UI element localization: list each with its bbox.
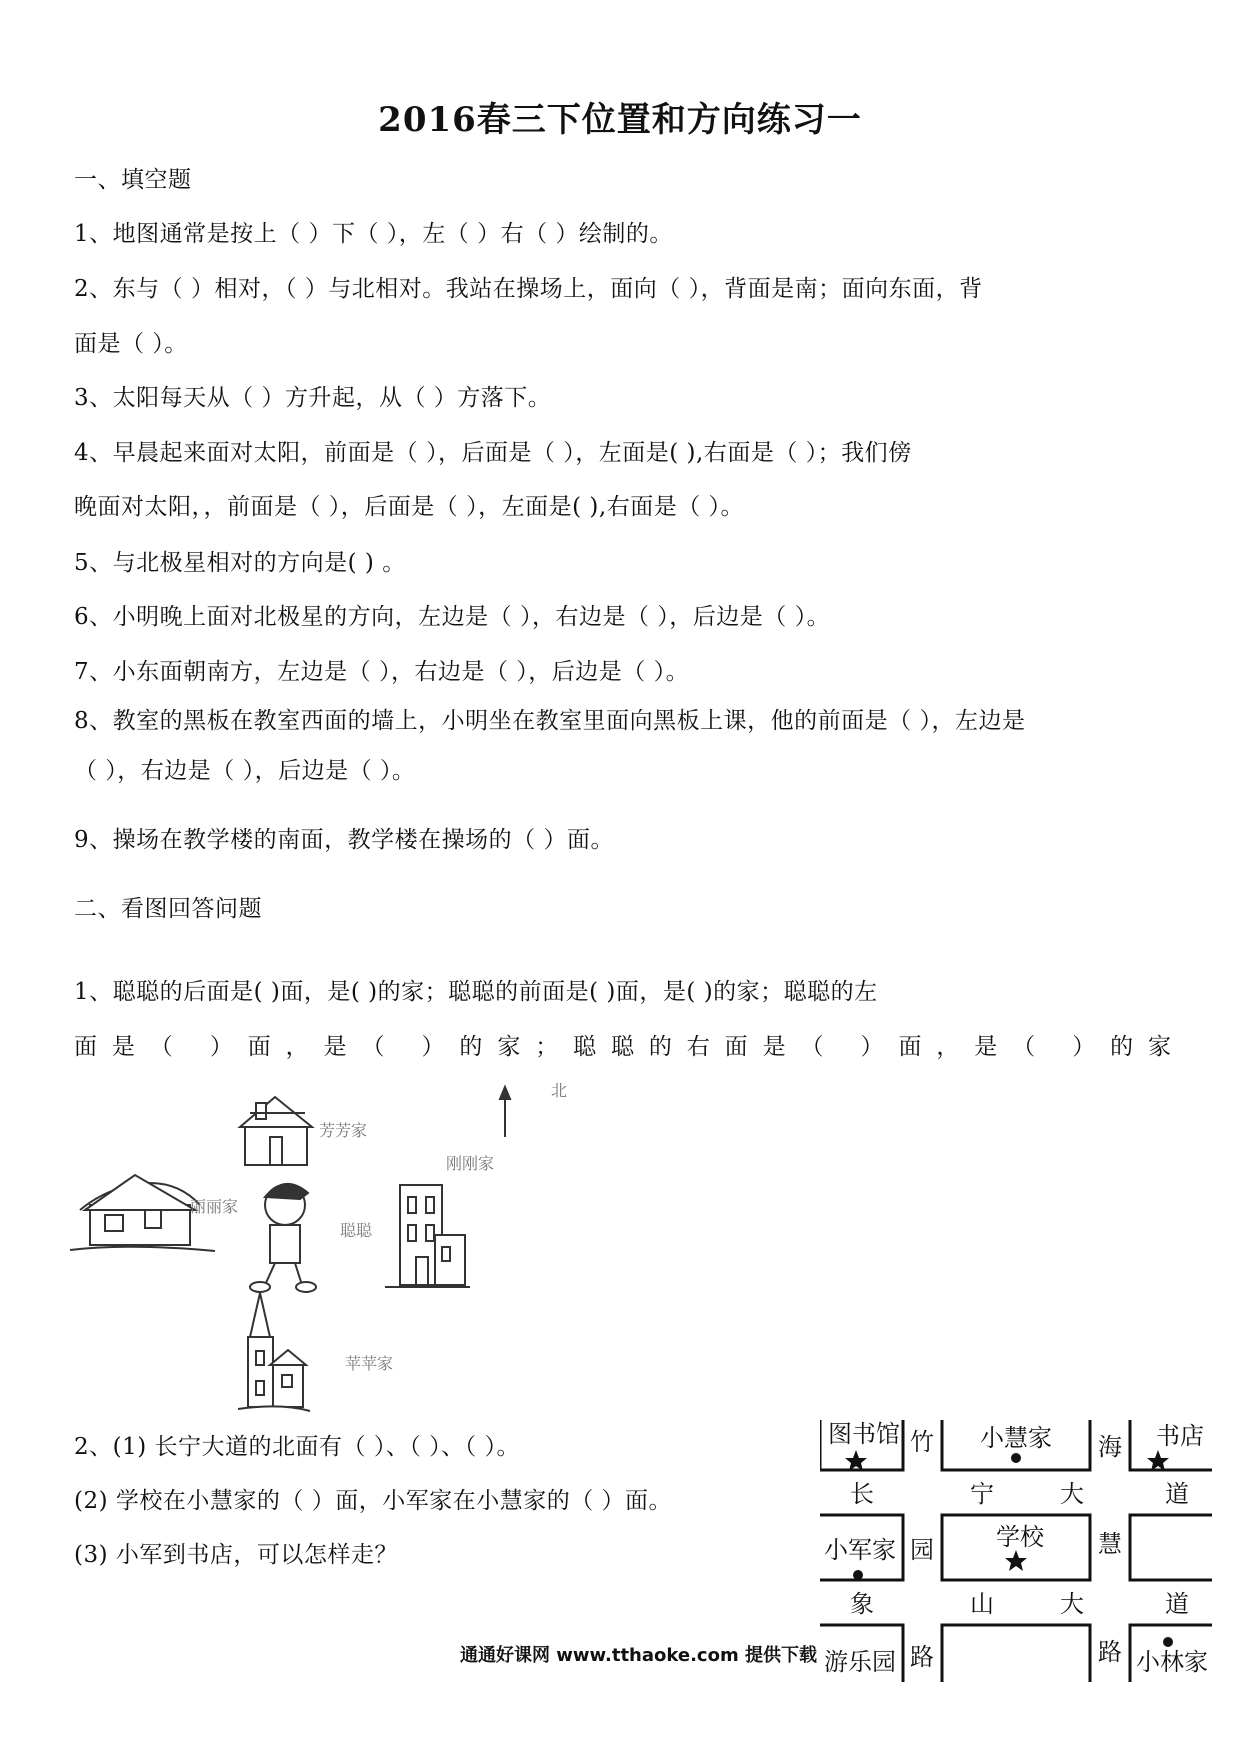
map-school-label: 学校 bbox=[996, 1523, 1044, 1551]
congcong-label: 聪聪 bbox=[340, 1221, 373, 1240]
question-line: 7、小东面朝南方，左边是（ ），右边是（ ），后边是（ ）。 bbox=[74, 659, 690, 685]
question-line: (3) 小军到书店，可以怎样走？ bbox=[74, 1542, 398, 1568]
question-line: 4、早晨起来面对太阳，前面是（ ），后面是（ ），左面是( ),右面是（ ）；我们傍 bbox=[74, 440, 912, 466]
question-line: 1、地图通常是按上（ ）下（ ），左（ ）右（ ）绘制的。 bbox=[74, 221, 673, 247]
map-bookstore-label: 书店 bbox=[1156, 1422, 1204, 1450]
map-road-label: 道 bbox=[1165, 1480, 1189, 1508]
north-arrow-icon bbox=[500, 1087, 510, 1137]
question-line: 1、聪聪的后面是( )面，是( )的家；聪聪的前面是( )面，是( )的家；聪聪的左 bbox=[74, 979, 878, 1005]
question-line: 面是（ ）面，是（ ）的家；聪聪的右面是（ ）面，是（ ）的家 bbox=[74, 1034, 1174, 1060]
question-line: 6、小明晚上面对北极星的方向，左边是（ ），右边是（ ），后边是（ ）。 bbox=[74, 604, 831, 630]
map-road-label: 园 bbox=[910, 1536, 934, 1564]
congcong-boy-icon bbox=[250, 1184, 316, 1292]
map-road-label: 竹 bbox=[910, 1428, 934, 1456]
street-map bbox=[820, 1420, 1220, 1682]
bookstore-star-icon bbox=[1147, 1450, 1169, 1471]
map-road-label: 象 bbox=[850, 1590, 874, 1618]
fangfang-house-icon bbox=[240, 1097, 312, 1165]
map-road-label: 长 bbox=[850, 1480, 874, 1508]
question-line: 2、东与（ ）相对，（ ）与北相对。我站在操场上，面向（ ），背面是南；面向东面，背 bbox=[74, 276, 983, 302]
question-line: 晚面对太阳，，前面是（ ），后面是（ ），左面是( ),右面是（ ）。 bbox=[74, 494, 745, 520]
pingping-tower-icon bbox=[238, 1293, 310, 1411]
section-heading-fill-blank: 一、填空题 bbox=[74, 167, 192, 193]
map-xiaolin-home-label: 小林家 bbox=[1136, 1648, 1208, 1676]
map-xiaojun-home-label: 小军家 bbox=[824, 1536, 896, 1564]
map-road-label: 大 bbox=[1060, 1590, 1084, 1618]
question-line: 面是（ ）。 bbox=[74, 331, 188, 357]
xiaohui-home-dot-icon bbox=[1011, 1453, 1021, 1463]
fangfang-home-label: 芳芳家 bbox=[319, 1121, 368, 1140]
gang-home-label: 刚刚家 bbox=[446, 1154, 495, 1173]
map-road-label: 慧 bbox=[1098, 1530, 1122, 1558]
map-road-label: 道 bbox=[1165, 1590, 1189, 1618]
gang-building-icon bbox=[385, 1185, 470, 1287]
question-line: 3、太阳每天从（ ）方升起，从（ ）方落下。 bbox=[74, 385, 552, 411]
question-line: （ ），右边是（ ），后边是（ ）。 bbox=[74, 758, 416, 784]
map-library-label: 图书馆 bbox=[828, 1420, 900, 1448]
xiaojun-home-dot-icon bbox=[853, 1570, 863, 1580]
xiaolin-home-dot-icon bbox=[1163, 1637, 1173, 1647]
lili-home-label: 丽丽家 bbox=[190, 1197, 239, 1216]
map-road-label: 大 bbox=[1060, 1480, 1084, 1508]
library-star-icon bbox=[845, 1450, 867, 1471]
map-road-label: 海 bbox=[1098, 1433, 1122, 1461]
map-block bbox=[942, 1625, 1090, 1682]
page-title: 2016春三下位置和方向练习一 bbox=[378, 100, 862, 140]
question-line: 2、(1) 长宁大道的北面有（ ）、（ ）、（ ）。 bbox=[74, 1434, 520, 1460]
section-heading-picture: 二、看图回答问题 bbox=[74, 896, 262, 922]
question-line: (2) 学校在小慧家的（ ）面，小军家在小慧家的（ ）面。 bbox=[74, 1488, 673, 1514]
question-line: 8、教室的黑板在教室西面的墙上，小明坐在教室里面向黑板上课，他的前面是（ ），左边是 bbox=[74, 708, 1026, 734]
map-road-label: 路 bbox=[910, 1643, 934, 1671]
map-road-label: 路 bbox=[1098, 1638, 1122, 1666]
question-line: 5、与北极星相对的方向是( ) 。 bbox=[74, 550, 406, 576]
question-line: 9、操场在教学楼的南面，教学楼在操场的（ ）面。 bbox=[74, 827, 614, 853]
map-park-label: 游乐园 bbox=[824, 1648, 896, 1676]
map-road-label: 宁 bbox=[970, 1480, 994, 1508]
pingping-home-label: 苹苹家 bbox=[345, 1354, 394, 1373]
north-label: 北 bbox=[551, 1081, 568, 1100]
footer-credit: 通通好课网 www.tthaoke.com 提供下载 bbox=[460, 1645, 817, 1666]
map-block bbox=[1130, 1515, 1212, 1580]
map-road-label: 山 bbox=[970, 1590, 994, 1618]
school-star-icon bbox=[1005, 1550, 1027, 1571]
map-xiaohui-home-label: 小慧家 bbox=[980, 1424, 1052, 1452]
